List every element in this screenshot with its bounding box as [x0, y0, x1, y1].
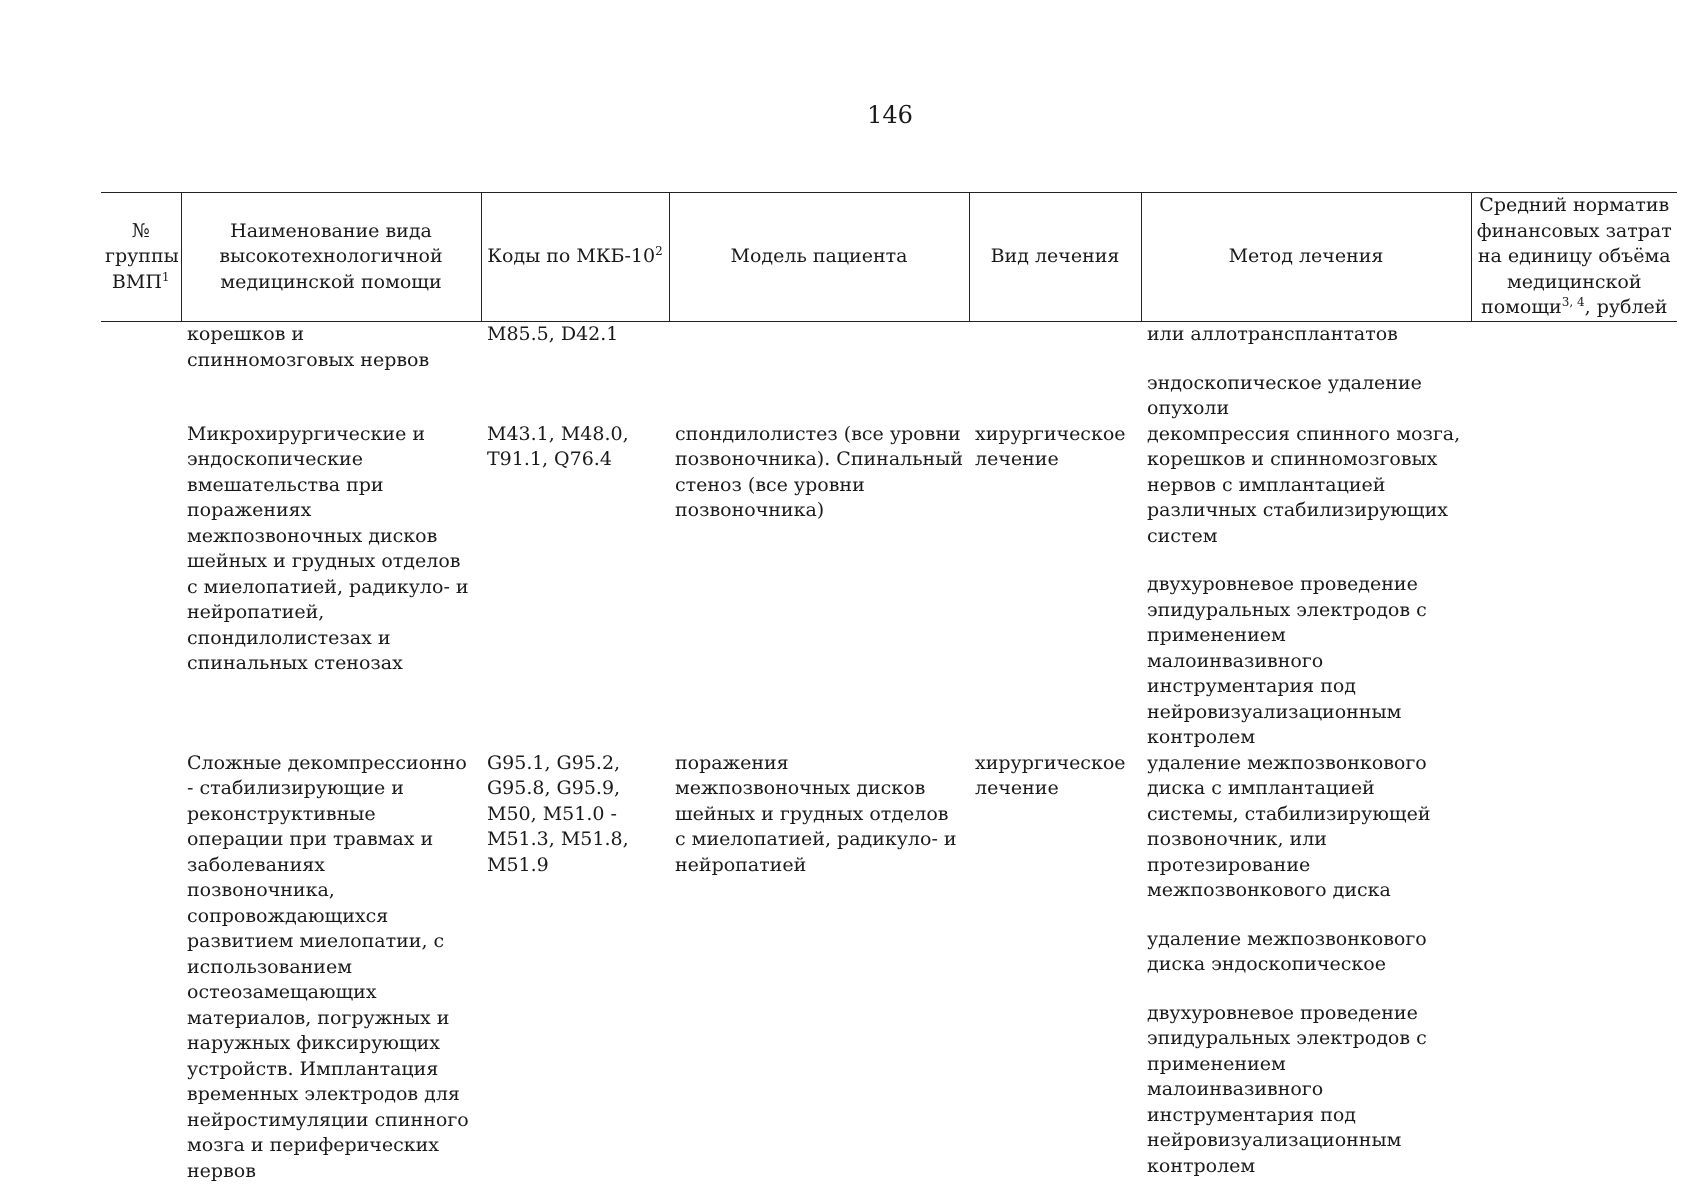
cell-model: поражения межпозвоночных дисков шейных и грудных отделов с миелопатией, радикуло- и нейропатией: [675, 751, 957, 876]
method-item: декомпрессия спинного мозга, корешков и спинномозговых нервов с имплантацией различных стабилизирующих систем: [1147, 422, 1461, 547]
vmp-table: [101, 192, 1677, 1184]
cell-cost: [1471, 322, 1677, 422]
cell-codes: G95.1, G95.2, G95.8, G95.9, M50, M51.0 - M51.3, M51.8, M51.9: [487, 751, 629, 876]
cell-group-no: [101, 422, 181, 751]
cell-methods: [1141, 422, 1471, 751]
cell-name: Сложные декомпрессионно - стабилизирующие и реконструктивные операции при травмах и заболеваниях позвоночника, сопровождающихся развитием миелопатии, с использованием остеозамещающих материалов, погружных и наружных фиксирующих устройств. Имплантация временных электродов для нейростимуляции спинного мозга и периферических нервов: [187, 751, 469, 1182]
header-cost: Средний норматив финансовых затрат на единицу объёма медицинской помощи$^{3, 4}$, рублей: [1471, 193, 1677, 322]
cell-model: спондилолистез (все уровни позвоночника). Спинальный стеноз (все уровни позвоночника): [675, 422, 964, 521]
header-group-no: № группы ВМП$^1$: [101, 193, 181, 322]
table-header: [101, 193, 1677, 322]
cell-treatment-type: хирургическое лечение: [975, 751, 1126, 799]
table-row: [101, 422, 1677, 751]
cell-name: корешков и спинномозговых нервов: [187, 323, 430, 371]
page-number: 146: [867, 101, 913, 129]
cell-codes: M85.5, D42.1: [487, 323, 619, 345]
method-item: удаление межпозвонкового диска эндоскопическое: [1147, 927, 1427, 975]
cell-name: Микрохирургические и эндоскопические вмешательства при поражениях межпозвоночных дисков шейных и грудных отделов с миелопатией, радикуло- и нейропатией, спондилолистезах и спинальных стенозах: [187, 422, 469, 674]
cell-model: [669, 322, 969, 422]
cell-cost: [1471, 422, 1677, 751]
table-row: [101, 751, 1677, 1185]
method-item: двухуровневое проведение эпидуральных электродов с применением малоинвазивного инструментария под нейровизуализационным контролем: [1147, 573, 1427, 748]
header-treatment-type: Вид лечения: [969, 193, 1141, 322]
cell-treatment-type: хирургическое лечение: [975, 422, 1126, 470]
cell-methods: [1141, 322, 1471, 422]
table-row: [101, 322, 1677, 422]
method-item: удаление межпозвонкового диска с имплантацией системы, стабилизирующей позвоночник, или протезирование межпозвонкового диска: [1147, 751, 1431, 901]
cell-codes: M43.1, M48.0, T91.1, Q76.4: [487, 422, 629, 470]
method-item: или аллотрансплантатов: [1147, 323, 1398, 345]
header-codes: Коды по МКБ-$10^2$: [481, 193, 669, 322]
header-name: Наименование вида высокотехнологичной медицинской помощи: [181, 193, 481, 322]
header-method: Метод лечения: [1141, 193, 1471, 322]
cell-group-no: [101, 322, 181, 422]
method-item: двухуровневое проведение эпидуральных электродов с применением малоинвазивного инструментария под нейровизуализационным контролем: [1147, 1001, 1427, 1177]
cell-methods: [1141, 751, 1471, 1185]
method-item: эндоскопическое удаление опухоли: [1147, 371, 1422, 419]
cell-treatment-type: [969, 322, 1141, 422]
cell-group-no: [101, 751, 181, 1185]
cell-cost: [1471, 751, 1677, 1185]
header-model: Модель пациента: [669, 193, 969, 322]
